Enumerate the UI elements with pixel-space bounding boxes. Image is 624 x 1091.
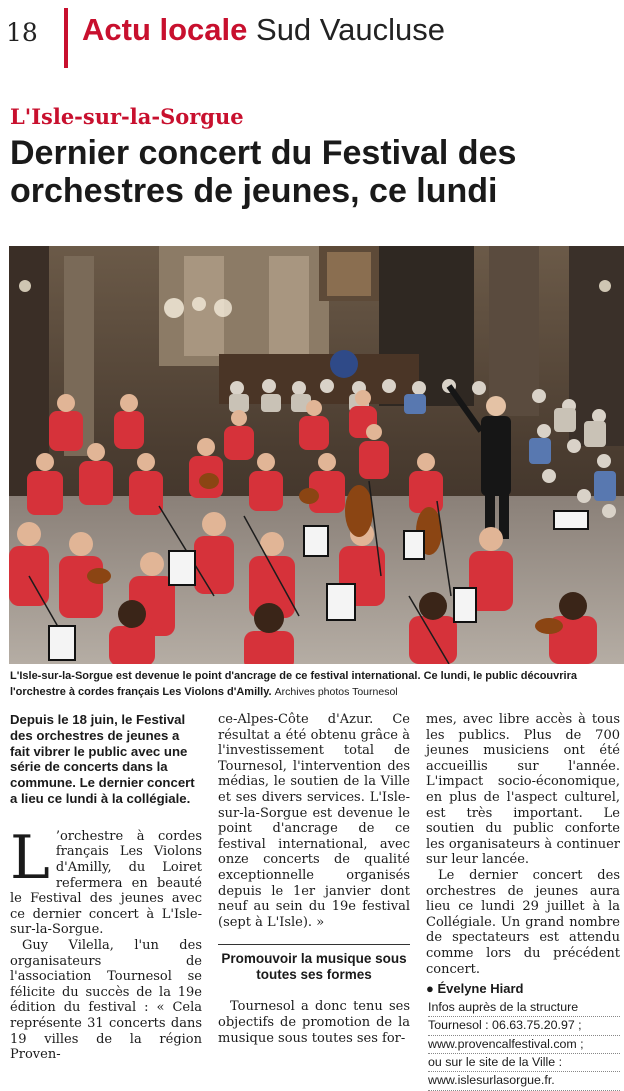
header-divider [64,8,68,68]
info-line: www.islesurlasorgue.fr. [428,1072,620,1090]
paragraph-3: Tournesol a donc tenu ses objectifs de promotion de la musique sous toutes ses for- [218,999,410,1046]
photo-illustration [9,246,624,664]
paragraph-4: Le dernier concert des orchestres de jeunes aura lieu ce lundi 29 juillet à la Collégiale. Un grand nombre de spectateurs est attendu comme lors du précédent concert. [426,867,620,977]
article-kicker: L'Isle-sur-la-Sorgue [10,104,244,129]
column-1 [10,712,202,1063]
paragraph-3-continued: mes, avec libre accès à tous les publics. Plus de 700 jeunes musiciens ont été accueillis sur l'année. L'impact socio-économique, en plus de l'aspect culturel, est très important. Le soutien du public conforte les organisateurs à continuer sur leur lancée. [426,712,620,868]
article-headline: Dernier concert du Festival des orchestres de jeunes, ce lundi [10,134,517,210]
section-title [82,12,445,48]
photo-credit: Archives photos Tournesol [274,686,398,698]
drop-cap: L [10,822,50,893]
author-byline: ● Évelyne Hiard [426,981,524,997]
page-number: 18 [6,18,38,47]
paragraph-1 [10,822,202,938]
intertitle: Promouvoir la musique sous toutes ses formes [218,944,410,983]
caption-text: L'Isle-sur-la-Sorgue est devenue le point d'ancrage de ce festival international. Ce lundi, le public découvrira l'orchestre à cordes français Les Violons d'Amilly. [10,670,577,698]
info-line: www.provencalfestival.com ; [428,1036,620,1054]
paragraph-2: Guy Vilella, l'un des organisateurs de l'association Tournesol se félicite du succès de la 19e édition du festival : « Cela représente 31 concerts dans 19 villes de la région Proven- [10,937,202,1063]
photo-caption [10,668,622,700]
article-photo [9,246,624,664]
info-line: Infos auprès de la structure [428,999,620,1017]
page-header [0,0,624,68]
column-2 [218,712,410,1046]
info-line: ou sur le site de la Ville : [428,1054,620,1072]
paragraph-1-text: ’orchestre à cordes français Les Violons d'Amilly, du Loiret refermera en beauté le Festival des jeunes avec ce dernier concert à L'Isle-sur-la-Sorgue. [10,828,202,938]
paragraph-2-continued: ce-Alpes-Côte d'Azur. Ce résultat a été obtenu grâce à l'investissement total de Tournesol, l'intervention des médias, le soutien de la Ville et ses divers services. L'Isle-sur-la-Sorgue est devenue le point d'ancrage de ce festival international, avec onze concerts de qualité exceptionnelle organisés depuis le 1er janvier dont neuf au sein du 19e festival (sept à L'Isle). » [218,712,410,930]
info-line: Tournesol : 06.63.75.20.97 ; [428,1017,620,1035]
region-name: Sud Vaucluse [256,12,446,47]
article-chapo: Depuis le 18 juin, le Festival des orchestres de jeunes a fait vibrer le public avec une série de concerts dans la commune. Le dernier concert a lieu ce lundi à la collégiale. [10,712,195,806]
column-3 [426,712,620,1091]
section-name: Actu locale [82,12,248,47]
info-box [426,999,620,1091]
